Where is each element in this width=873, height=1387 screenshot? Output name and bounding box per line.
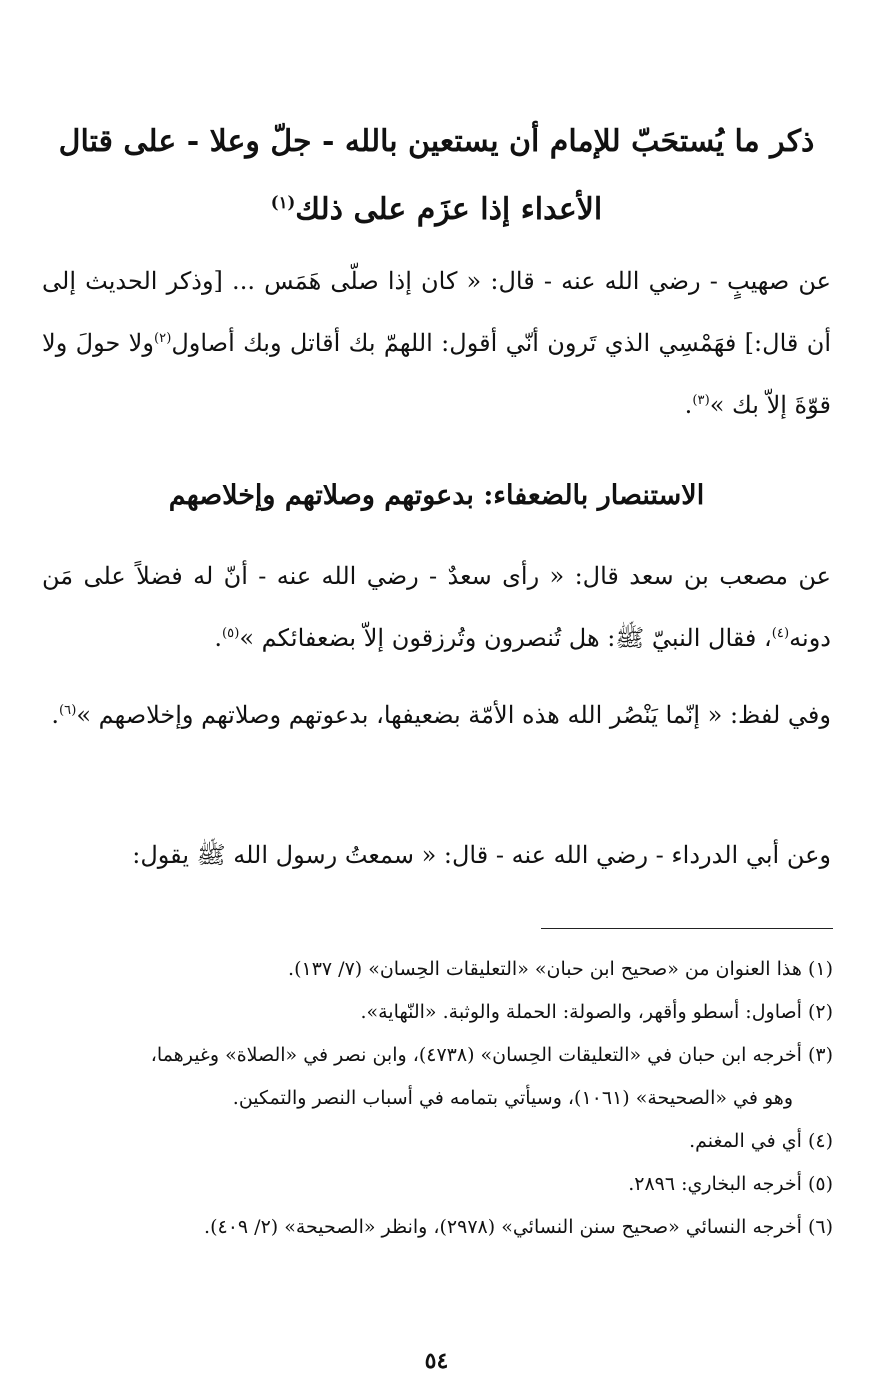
paragraph-end: . [684,391,693,419]
footnote-text: أصاول: أسطو وأقهر، والصولة: الحملة والوثبة. «النّهاية». [360,1001,802,1023]
footnote-text: هذا العنوان من «صحيح ابن حبان» «التعليقات الحِسان» (٧/ ١٣٧). [288,958,802,980]
paragraph-end: . [51,701,59,729]
footnote-text: أخرجه ابن حبان في «التعليقات الحِسان» (٤٧٣٨)، وابن نصر في «الصلاة» وغيرهما، [150,1044,802,1066]
footnote-number: (١) [807,958,833,980]
hadith-suhayb-paragraph [42,250,831,436]
footnote-ref: (٥) [221,626,240,641]
section-heading-seek-help [40,108,833,244]
footnote-item [40,1034,833,1120]
footnote-item [40,1163,833,1206]
footnote-item [40,991,833,1034]
section-heading-weak: الاستنصار بالضعفاء: بدعوتهم وصلاتهم وإخلاصهم [168,480,705,511]
page-number: ٥٤ [424,1348,449,1374]
footnote-item [40,1120,833,1163]
paragraph-text: ولا حولَ ولا قوّةَ إلاّ بك » [42,329,831,419]
footnote-number: (٥) [807,1173,833,1195]
hadith-abu-darda-paragraph: وعن أبي الدرداء - رضي الله عنه - قال: « سمعتُ رسول الله ﷺ يقول: [132,841,831,869]
footnote-item [40,1206,833,1249]
footnote-number: (٢) [807,1001,833,1023]
alternate-wording-paragraph [42,684,831,746]
footnote-ref: (١) [270,193,296,212]
footnote-text-continued: وهو في «الصحيحة» (١٠٦١)، وسيأتي بتمامه في أسباب النصر والتمكين. [232,1087,793,1109]
footnote-item [40,948,833,991]
footnote-text: أخرجه النسائي «صحيح سنن النسائي» (٢٩٧٨)، وانظر «الصحيحة» (٢/ ٤٠٩). [204,1216,802,1238]
footnote-number: (٤) [807,1130,833,1152]
footnote-ref: (٦) [58,703,77,718]
footnote-separator [541,928,833,929]
paragraph-text: عن مصعب بن سعد قال: « رأى سعدٌ - رضي الله عنه - أنّ له فضلاً على مَن دونه [42,562,831,652]
hadith-musab-paragraph [42,545,831,669]
footnote-text: أي في المغنم. [689,1130,802,1152]
footnote-number: (٣) [807,1044,833,1066]
paragraph-text: وفي لفظ: « إنّما يَنْصُر الله هذه الأمّة بضعيفها، بدعوتهم وصلاتهم وإخلاصهم » [76,701,831,729]
footnote-ref: (٣) [692,393,710,408]
heading-text: ذكر ما يُستحَبّ للإمام أن يستعين بالله - جلّ وعلا - على قتال الأعداء إذا عزَم على ذلك [58,124,815,227]
paragraph-end: . [214,624,222,652]
footnote-number: (٦) [807,1216,833,1238]
footnote-ref: (٤) [771,626,790,641]
footnote-ref: (٢) [153,331,172,346]
footnote-text: أخرجه البخاري: ٢٨٩٦. [628,1173,802,1195]
paragraph-text: ، فقال النبيّ ﷺ: هل تُنصرون وتُرزقون إلاّ بضعفائكم » [239,624,772,652]
footnotes-list [40,948,833,1249]
paragraph-text: عن صهيبٍ - رضي الله عنه - قال: « كان إذا صلّى هَمَس ... [وذكر الحديث إلى أن قال:] فهَمْسِي الذي تَرون أنّي أقول: اللهمّ بك أقاتل وبك أصاول [42,267,831,357]
